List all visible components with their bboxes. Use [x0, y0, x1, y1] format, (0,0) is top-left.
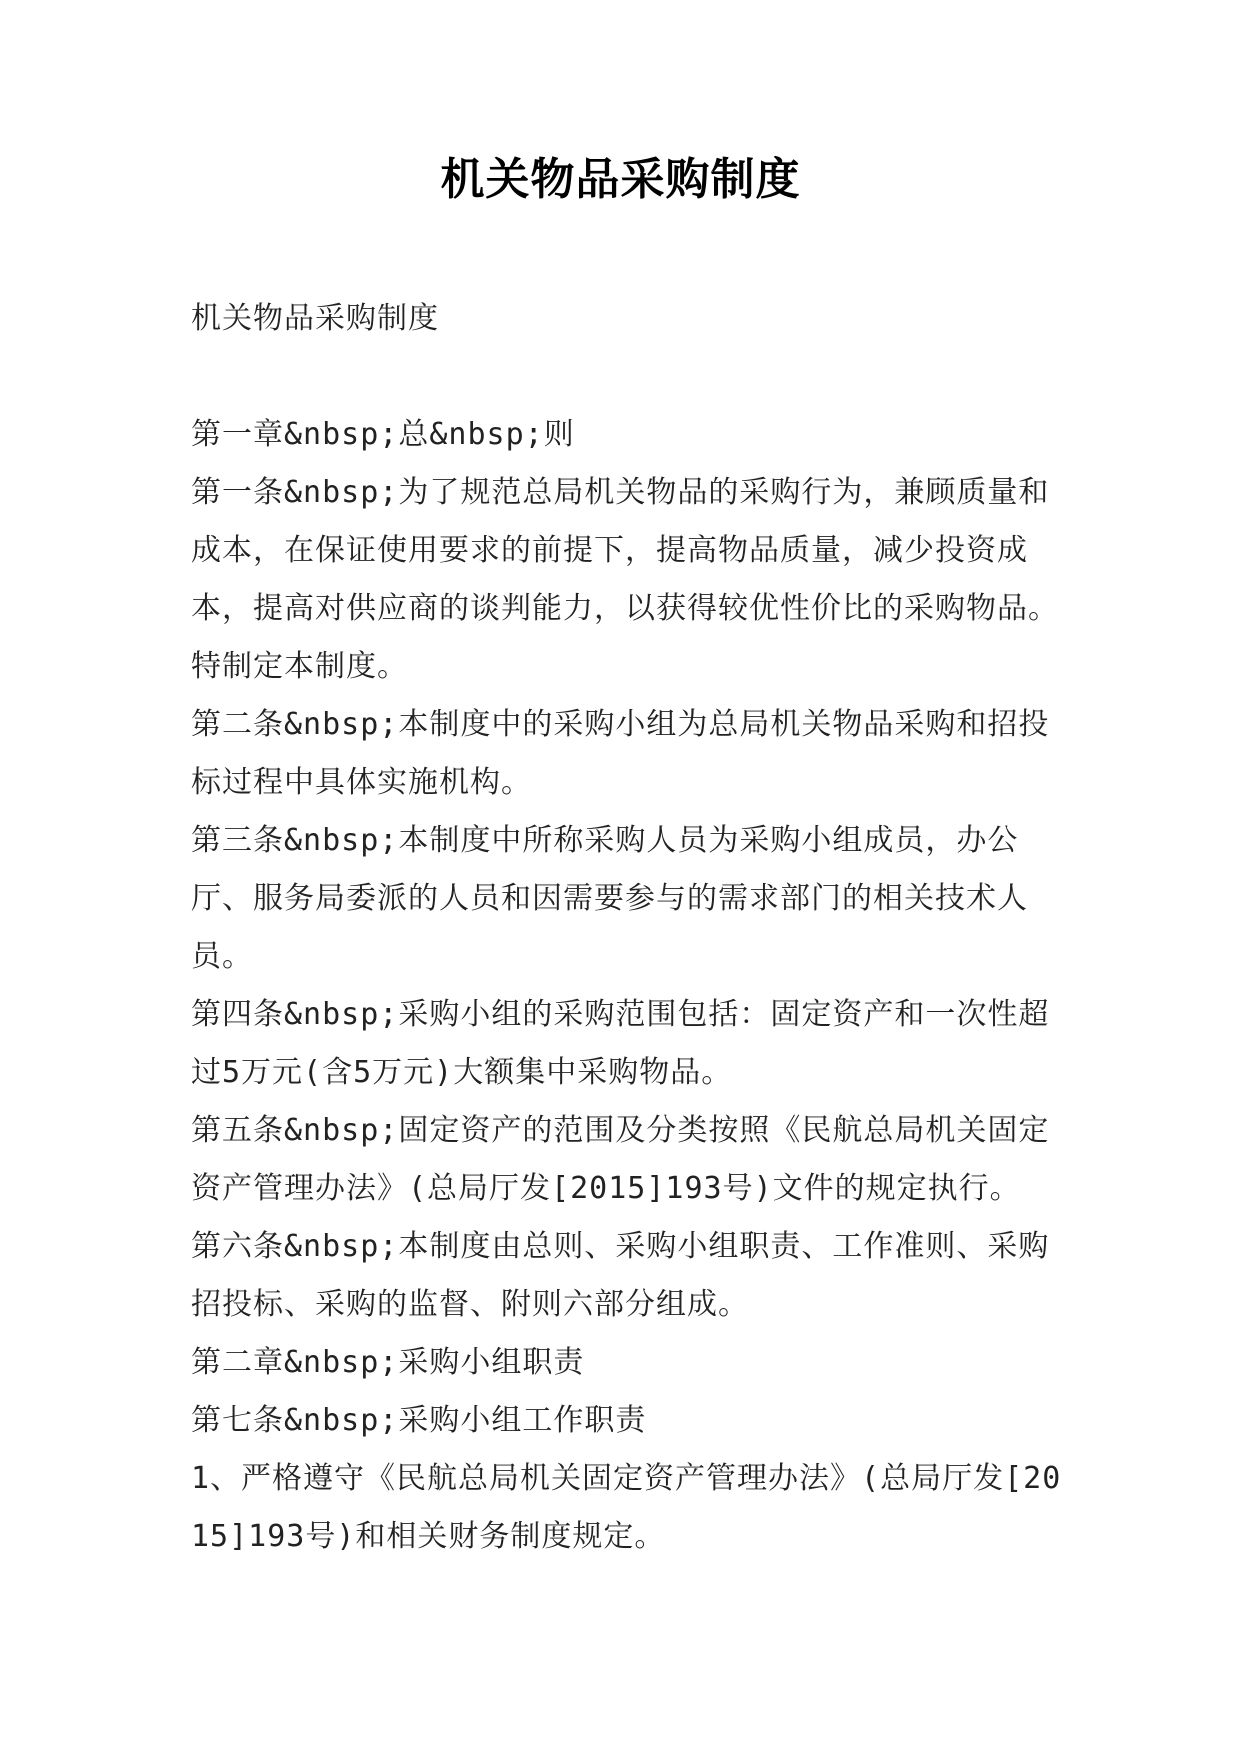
article-paragraph: 第二条&nbsp;本制度中的采购小组为总局机关物品采购和招投标过程中具体实施机构。 — [191, 707, 1050, 800]
article-paragraph: 第三条&nbsp;本制度中所称采购人员为采购小组成员，办公厅、服务局委派的人员和因需要参与的需求部门的相关技术人员。 — [191, 823, 1028, 974]
article-paragraph: 第四条&nbsp;采购小组的采购范围包括：固定资产和一次性超过5万元(含5万元)大额集中采购物品。 — [191, 997, 1050, 1090]
document-title: 机关物品采购制度 — [440, 154, 801, 205]
document-subtitle: 机关物品采购制度 — [191, 301, 439, 336]
chapter-heading: 第二章&nbsp;采购小组职责 — [191, 1345, 585, 1380]
list-item: 1、严格遵守《民航总局机关固定资产管理办法》(总局厅发[2015]193号)和相关财务制度规定。 — [191, 1461, 1062, 1554]
article-paragraph: 第一条&nbsp;为了规范总局机关物品的采购行为，兼顾质量和成本，在保证使用要求的前提下，提高物品质量，减少投资成本，提高对供应商的谈判能力，以获得较优性价比的采购物品。特制定本制度。 — [191, 475, 1059, 684]
article-paragraph: 第六条&nbsp;本制度由总则、采购小组职责、工作准则、采购招投标、采购的监督、附则六部分组成。 — [191, 1229, 1050, 1322]
article-paragraph: 第五条&nbsp;固定资产的范围及分类按照《民航总局机关固定资产管理办法》(总局厅发[2015]193号)文件的规定执行。 — [191, 1113, 1050, 1206]
chapter-heading: 第一章&nbsp;总&nbsp;则 — [191, 417, 575, 452]
article-paragraph: 第七条&nbsp;采购小组工作职责 — [191, 1403, 647, 1438]
document-body — [191, 290, 1071, 1566]
